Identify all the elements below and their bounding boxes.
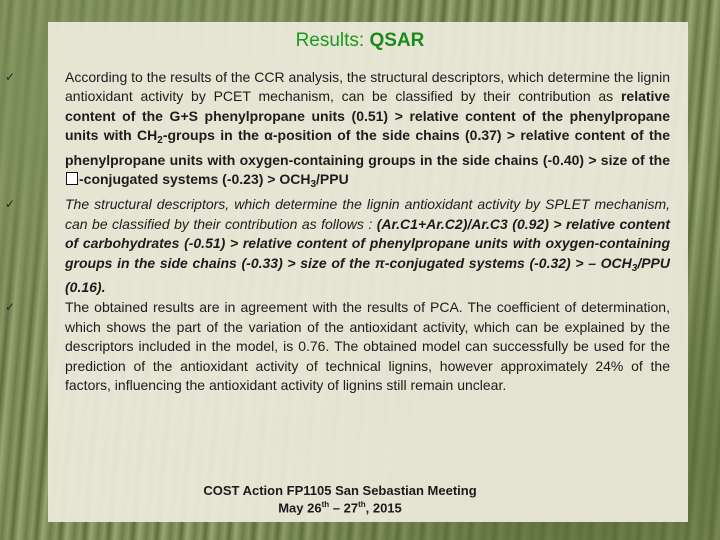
results-list [5, 68, 671, 396]
title-main: Results: [295, 30, 365, 51]
check-icon: ✓ [5, 300, 16, 315]
missing-glyph-icon [66, 172, 78, 185]
list-item: ✓ The obtained results are in agreement with the results of PCA. The coefficient of determination, which shows the part of the variation of the antioxidant activity, which can be explained by the descriptors included in the model, is 0.76. The obtained model can successfully be used for the prediction of the antioxidant activity of technical lignins, however approximately 24% of the factors, influencing the antioxidant activity of lignins still remain unclear. [5, 299, 670, 394]
list-item: ✓ The structural descriptors, which determine the lignin antioxidant activity by SPLET mechanism, can be classified by their contribution as follows : (Ar.C1+Ar.C2)/Ar.C3 (0.92) > relative content of carbohydrates (-0.51) > relative content of phenylpropane units with oxygen-containing groups in the side chains (-0.33) > size of the π-conjugated systems (-0.32) > – $OCH_3$/PPU (0.16). [5, 196, 670, 296]
title-qsar: QSAR [369, 30, 425, 51]
check-icon: ✓ [5, 70, 16, 84]
slide-title [0, 30, 720, 52]
footer [0, 484, 680, 515]
list-item: ✓ According to the results of the CCR analysis, the structural descriptors, which determine the lignin antioxidant activity by PCET mechanism, can be classified by their contribution as relative content of the G+S phenylpropane units (0.51) > relative content of the phenylpropane units with $CH_2$-groups in the α-position of the side chains (0.37) > relative content of the phenylpropane units with oxygen-containing groups in the side chains (-0.40) > size of the -conjugated systems $(-0.23) > OCH_3$/PPU [5, 69, 671, 191]
check-icon: ✓ [5, 197, 16, 212]
footer-line1: COST Action FP1105 San Sebastian Meeting [203, 483, 477, 498]
footer-line2: May 26th – 27th, 2015 [278, 500, 402, 516]
